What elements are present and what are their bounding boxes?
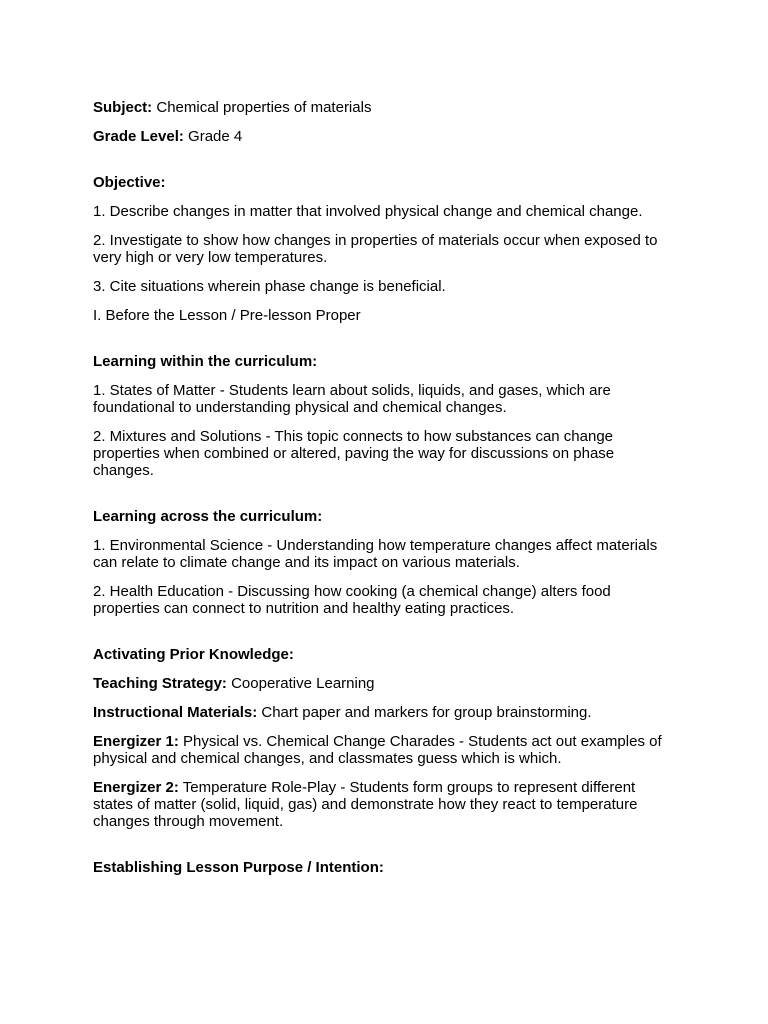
energizer1-line: [93, 733, 673, 767]
strategy-label: Teaching Strategy:: [93, 675, 227, 692]
strategy-line: [93, 675, 673, 692]
energizer2-value: Temperature Role-Play - Students form groups to represent different states of matter (solid, liquid, gas) and demonstrate how they react to temperature changes through movement.: [93, 779, 638, 830]
subject-label: Subject:: [93, 99, 153, 116]
energizer1-value: Physical vs. Chemical Change Charades - Students act out examples of physical and chemical changes, and classmates guess which is which.: [93, 733, 662, 767]
energizer1-label: Energizer 1:: [93, 733, 179, 750]
within-item: 1. States of Matter - Students learn about solids, liquids, and gases, which are foundational to understanding physical and chemical changes.: [93, 382, 611, 416]
across-item: 2. Health Education - Discussing how cooking (a chemical change) alters food properties can connect to nutrition and healthy eating practices.: [93, 583, 611, 617]
objective-item: 1. Describe changes in matter that involved physical change and chemical change.: [93, 203, 643, 220]
objective-item: 3. Cite situations wherein phase change is beneficial.: [93, 278, 446, 295]
purpose-heading: Establishing Lesson Purpose / Intention:: [93, 859, 384, 876]
within-heading: Learning within the curriculum:: [93, 353, 318, 370]
strategy-value: Cooperative Learning: [231, 675, 375, 692]
within-item: 2. Mixtures and Solutions - This topic connects to how substances can change properties when combined or altered, paving the way for discussions on phase changes.: [93, 428, 615, 479]
across-item: 1. Environmental Science - Understanding how temperature changes affect materials can relate to climate change and its impact on various materials.: [93, 537, 658, 571]
section-heading: I. Before the Lesson / Pre-lesson Proper: [93, 307, 361, 324]
objective-heading: Objective:: [93, 174, 166, 191]
subject-line: [93, 99, 673, 116]
materials-label: Instructional Materials:: [93, 704, 258, 721]
prior-heading: Activating Prior Knowledge:: [93, 646, 294, 663]
grade-line: [93, 128, 673, 145]
energizer2-label: Energizer 2:: [93, 779, 179, 796]
materials-line: [93, 704, 673, 721]
document-page: [93, 99, 673, 888]
materials-value: Chart paper and markers for group brainstorming.: [261, 704, 592, 721]
subject-value: Chemical properties of materials: [156, 99, 372, 116]
across-heading: Learning across the curriculum:: [93, 508, 323, 525]
grade-label: Grade Level:: [93, 128, 184, 145]
energizer2-line: [93, 779, 673, 830]
grade-value: Grade 4: [188, 128, 243, 145]
objective-item: 2. Investigate to show how changes in properties of materials occur when exposed to very high or very low temperatures.: [93, 232, 658, 266]
